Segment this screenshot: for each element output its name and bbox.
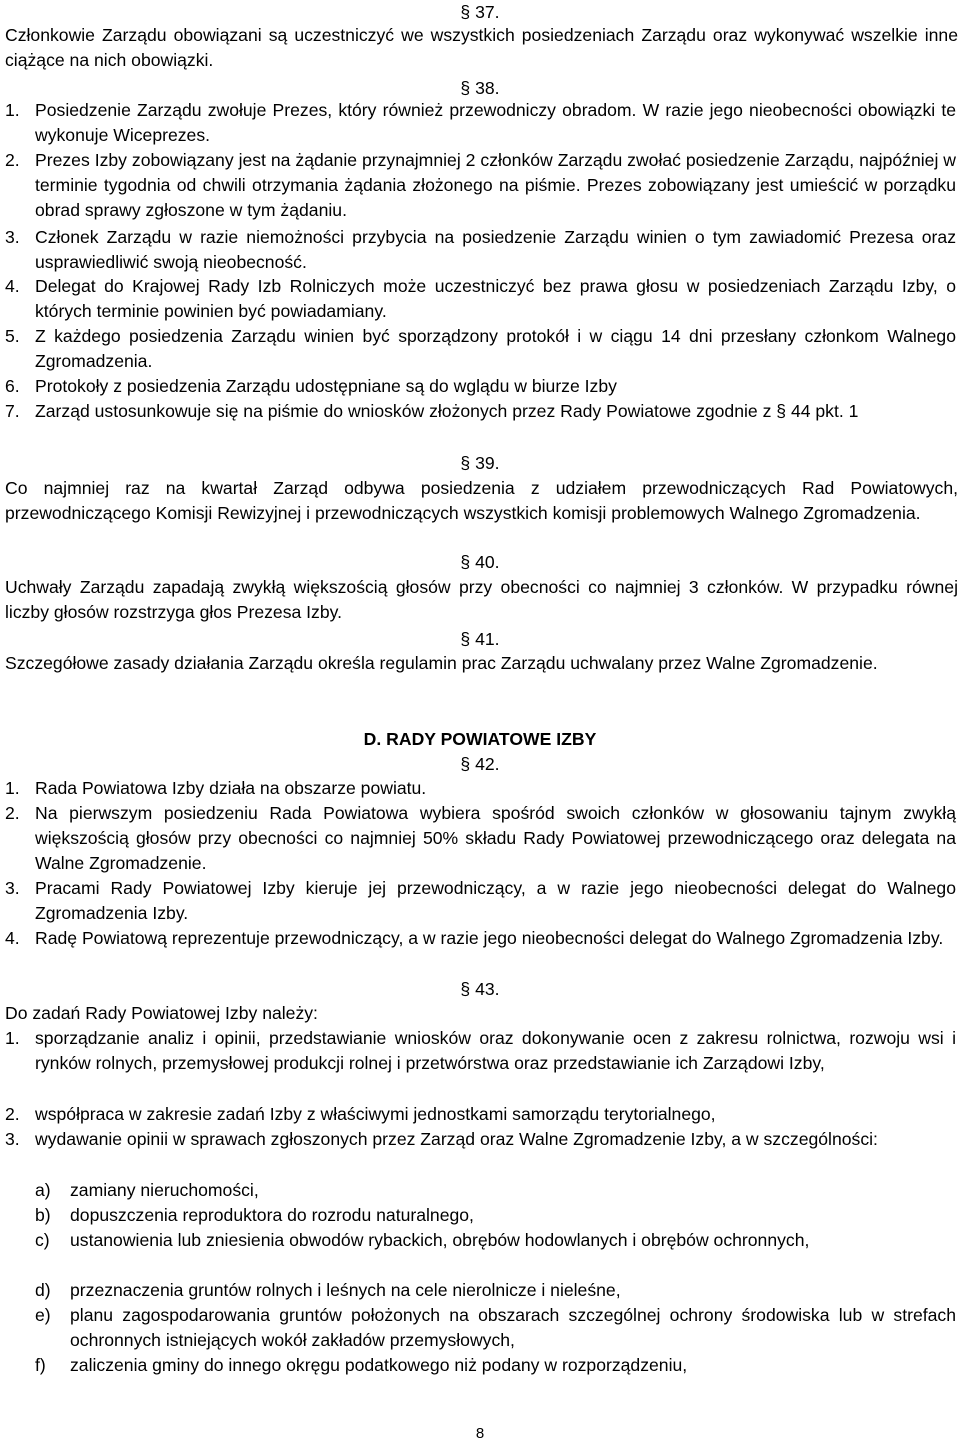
item-text: Członek Zarządu w razie niemożności przybycia na posiedzenie Zarządu winien o tym zawiadomić Prezesa oraz usprawiedliwić swoją nieobecność.	[35, 227, 956, 272]
section-37-text: Członkowie Zarządu obowiązani są uczestniczyć we wszystkich posiedzeniach Zarządu oraz wykonywać wszelkie inne ciążące na nich obowiązki.	[5, 25, 958, 70]
item-text: Pracami Rady Powiatowej Izby kieruje jej przewodniczący, a w razie jego nieobecności delegat do Walnego Zgromadzenia Izby.	[35, 878, 956, 923]
item-number: 6.	[5, 376, 20, 396]
section-38-number: § 38.	[460, 78, 500, 98]
item-text: zamiany nieruchomości,	[70, 1180, 259, 1200]
item-number: 2.	[5, 1104, 20, 1124]
item-number: 3.	[5, 227, 20, 247]
item-number: 1.	[5, 778, 20, 798]
item-number: 4.	[5, 276, 20, 296]
item-number: 2.	[5, 803, 20, 823]
item-text: Z każdego posiedzenia Zarządu winien być sporządzony protokół i w ciągu 14 dni przesłany członkom Walnego Zgromadzenia.	[35, 326, 956, 371]
item-letter: b)	[35, 1205, 51, 1225]
section-43-intro: Do zadań Rady Powiatowej Izby należy:	[5, 1003, 318, 1023]
section-43-number: § 43.	[460, 979, 500, 999]
item-text: ustanowienia lub zniesienia obwodów rybackich, obrębów hodowlanych i obrębów ochronnych,	[70, 1230, 810, 1250]
item-number: 1.	[5, 1028, 20, 1048]
section-39-number: § 39.	[460, 453, 500, 473]
item-letter: e)	[35, 1305, 51, 1325]
item-number: 3.	[5, 878, 20, 898]
section-40-number: § 40.	[460, 552, 500, 572]
item-text: zaliczenia gminy do innego okręgu podatkowego niż podany w rozporządzeniu,	[70, 1355, 688, 1375]
section-41-text: Szczegółowe zasady działania Zarządu określa regulamin prac Zarządu uchwalany przez Walne Zgromadzenie.	[5, 653, 878, 673]
item-text: współpraca w zakresie zadań Izby z właściwymi jednostkami samorządu terytorialnego,	[35, 1104, 716, 1124]
section-41-number: § 41.	[460, 629, 500, 649]
item-number: 7.	[5, 401, 20, 421]
item-text: wydawanie opinii w sprawach zgłoszonych przez Zarząd oraz Walne Zgromadzenie Izby, a w szczególności:	[35, 1129, 878, 1149]
item-text: Posiedzenie Zarządu zwołuje Prezes, który również przewodniczy obradom. W razie jego nieobecności obowiązki te wykonuje Wiceprezes.	[35, 100, 956, 145]
item-letter: f)	[35, 1355, 46, 1375]
section-42-number: § 42.	[460, 754, 500, 774]
item-text: przeznaczenia gruntów rolnych i leśnych na cele nierolnicze i nieleśne,	[70, 1280, 621, 1300]
chapter-heading: D. RADY POWIATOWE IZBY	[363, 729, 597, 749]
item-text: sporządzanie analiz i opinii, przedstawianie wniosków oraz dokonywanie ocen z zakresu rolnictwa, rozwoju wsi i rynków rolnych, przemysłowej produkcji rolnej i przetwórstwa oraz przedstawianie ich Zarządowi Izby,	[35, 1028, 956, 1073]
item-letter: c)	[35, 1230, 50, 1250]
item-text: Zarząd ustosunkowuje się na piśmie do wniosków złożonych przez Rady Powiatowe zgodnie z § 44 pkt. 1	[35, 401, 859, 421]
page-number: 8	[475, 1425, 485, 1442]
item-letter: d)	[35, 1280, 51, 1300]
item-text: Protokoły z posiedzenia Zarządu udostępniane są do wglądu w biurze Izby	[35, 376, 617, 396]
item-number: 5.	[5, 326, 20, 346]
item-number: 1.	[5, 100, 20, 120]
item-text: Rada Powiatowa Izby działa na obszarze powiatu.	[35, 778, 427, 798]
item-letter: a)	[35, 1180, 51, 1200]
section-37-number: § 37.	[460, 2, 500, 22]
item-text: planu zagospodarowania gruntów położonych na obszarach szczególnej ochrony środowiska lub w strefach ochronnych istniejących wokół zakładów przemysłowych,	[70, 1305, 956, 1350]
item-number: 4.	[5, 928, 20, 948]
item-number: 3.	[5, 1129, 20, 1149]
item-text: Delegat do Krajowej Rady Izb Rolniczych może uczestniczyć bez prawa głosu w posiedzeniach Zarządu Izby, o których terminie powinien być powiadamiany.	[35, 276, 956, 321]
section-39-text: Co najmniej raz na kwartał Zarząd odbywa posiedzenia z udziałem przewodniczących Rad Powiatowych, przewodniczącego Komisji Rewizyjnej i przewodniczących wszystkich komisji problemowych Walnego Zgromadzenia.	[5, 478, 958, 523]
item-number: 2.	[5, 150, 20, 170]
item-text: dopuszczenia reproduktora do rozrodu naturalnego,	[70, 1205, 474, 1225]
section-40-text: Uchwały Zarządu zapadają zwykłą większością głosów przy obecności co najmniej 3 członków. W przypadku równej liczby głosów rozstrzyga głos Prezesa Izby.	[5, 577, 958, 622]
item-text: Radę Powiatową reprezentuje przewodniczący, a w razie jego nieobecności delegat do Walnego Zgromadzenia Izby.	[35, 928, 944, 948]
item-text: Na pierwszym posiedzeniu Rada Powiatowa wybiera spośród swoich członków w głosowaniu tajnym zwykłą większością głosów przy obecności co najmniej 50% składu Rady Powiatowej przewodniczącego oraz delegata na Walne Zgromadzenie.	[35, 803, 956, 873]
item-text: Prezes Izby zobowiązany jest na żądanie przynajmniej 2 członków Zarządu zwołać posiedzenie Zarządu, najpóźniej w terminie tygodnia od chwili otrzymania żądania złożonego na piśmie. Prezes zobowiązany jest umieścić w porządku obrad sprawy zgłoszone w tym żądaniu.	[35, 150, 956, 220]
